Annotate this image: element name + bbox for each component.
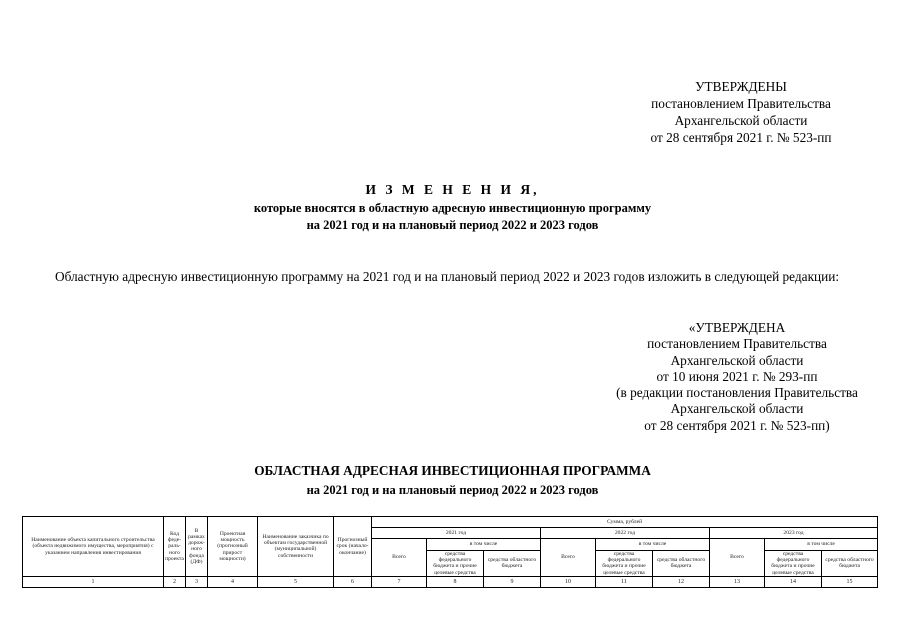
column-number: 6: [334, 576, 372, 587]
program-subtitle: на 2021 год и на плановый период 2022 и 2023 годов: [306, 483, 599, 497]
header-year-2021: 2021 год: [372, 528, 541, 539]
header-total-2022: Всего: [541, 539, 596, 577]
header-incl-2023: в том числе: [765, 539, 878, 551]
document-title: И З М Е Н Е Н И Я,: [365, 182, 540, 197]
approval-line-4: от 28 сентября 2021 г. № 523-пп: [650, 130, 832, 145]
column-number: 8: [427, 576, 484, 587]
program-approval-line-7: от 28 сентября 2021 г. № 523-пп): [644, 417, 830, 433]
header-federal-2023: средства федерального бюджета и прочие целевые средства: [765, 551, 822, 577]
document-subtitle-1: которые вносятся в областную адресную инвестиционную программу: [253, 201, 652, 215]
column-number: 1: [23, 576, 164, 587]
column-number: 11: [596, 576, 653, 587]
header-federal-2021: средства федерального бюджета и прочие целевые средства: [427, 551, 484, 577]
header-regional-2023: средства областного бюджета: [822, 551, 878, 577]
document-subtitle-2: на 2021 год и на плановый период 2022 и 2023 годов: [306, 218, 599, 232]
program-approval-line-6: Архангельской области: [670, 401, 804, 417]
header-name: Наименование объекта капитального строительства (объекта недвижимого имущества, мероприятия) с указанием направления инвестирования: [23, 517, 164, 577]
approval-line-2: постановлением Правительства: [651, 96, 831, 111]
header-total-2021: Всего: [372, 539, 427, 577]
header-incl-2021: в том числе: [427, 539, 541, 551]
intro-paragraph: Областную адресную инвестиционную программу на 2021 год и на плановый период 2022 и 2023 годов изложить в следующей редакции:: [55, 269, 840, 284]
header-code: Код феде-раль-ного проекта: [164, 517, 186, 577]
column-number: 12: [653, 576, 710, 587]
column-number: 5: [258, 576, 334, 587]
column-numbers-row: [23, 576, 878, 587]
column-number: 13: [710, 576, 765, 587]
header-year-2023: 2023 год: [710, 528, 878, 539]
header-total-2023: Всего: [710, 539, 765, 577]
header-sum: Сумма, рублей: [372, 517, 878, 528]
column-number: 3: [186, 576, 208, 587]
header-regional-2021: средства областного бюджета: [484, 551, 541, 577]
program-title: ОБЛАСТНАЯ АДРЕСНАЯ ИНВЕСТИЦИОННАЯ ПРОГРАММА: [254, 463, 651, 478]
column-number: 4: [208, 576, 258, 587]
header-federal-2022: средства федерального бюджета и прочие целевые средства: [596, 551, 653, 577]
header-df: В рамках дорож-ного фонда (ДФ): [186, 517, 208, 577]
header-capacity: Проектная мощность (прогнозный прирост мощности): [208, 517, 258, 577]
program-approval-line-5: (в редакции постановления Правительства: [616, 385, 858, 401]
column-number: 15: [822, 576, 878, 587]
approval-block: [611, 78, 871, 146]
header-incl-2022: в том числе: [596, 539, 710, 551]
column-number: 10: [541, 576, 596, 587]
column-number: 7: [372, 576, 427, 587]
column-number: 14: [765, 576, 822, 587]
header-customer: Наименование заказчика по объектам государственной (муниципальной) собственности: [258, 517, 334, 577]
program-approval-line-2: постановлением Правительства: [647, 336, 827, 352]
program-approval-line-3: Архангельской области: [670, 352, 804, 368]
header-term: Прогнозный срок (начало-окончание): [334, 517, 372, 577]
investment-program-table: [22, 516, 878, 588]
column-number: 9: [484, 576, 541, 587]
approval-line-1: УТВЕРЖДЕНЫ: [695, 79, 787, 94]
program-approval-line-1: «УТВЕРЖДЕНА: [688, 320, 786, 335]
header-year-2022: 2022 год: [541, 528, 710, 539]
column-number: 2: [164, 576, 186, 587]
header-regional-2022: средства областного бюджета: [653, 551, 710, 577]
approval-line-3: Архангельской области: [674, 113, 808, 128]
program-approval-line-4: от 10 июня 2021 г. № 293-пп: [656, 368, 818, 384]
program-approval-block: [597, 320, 877, 434]
